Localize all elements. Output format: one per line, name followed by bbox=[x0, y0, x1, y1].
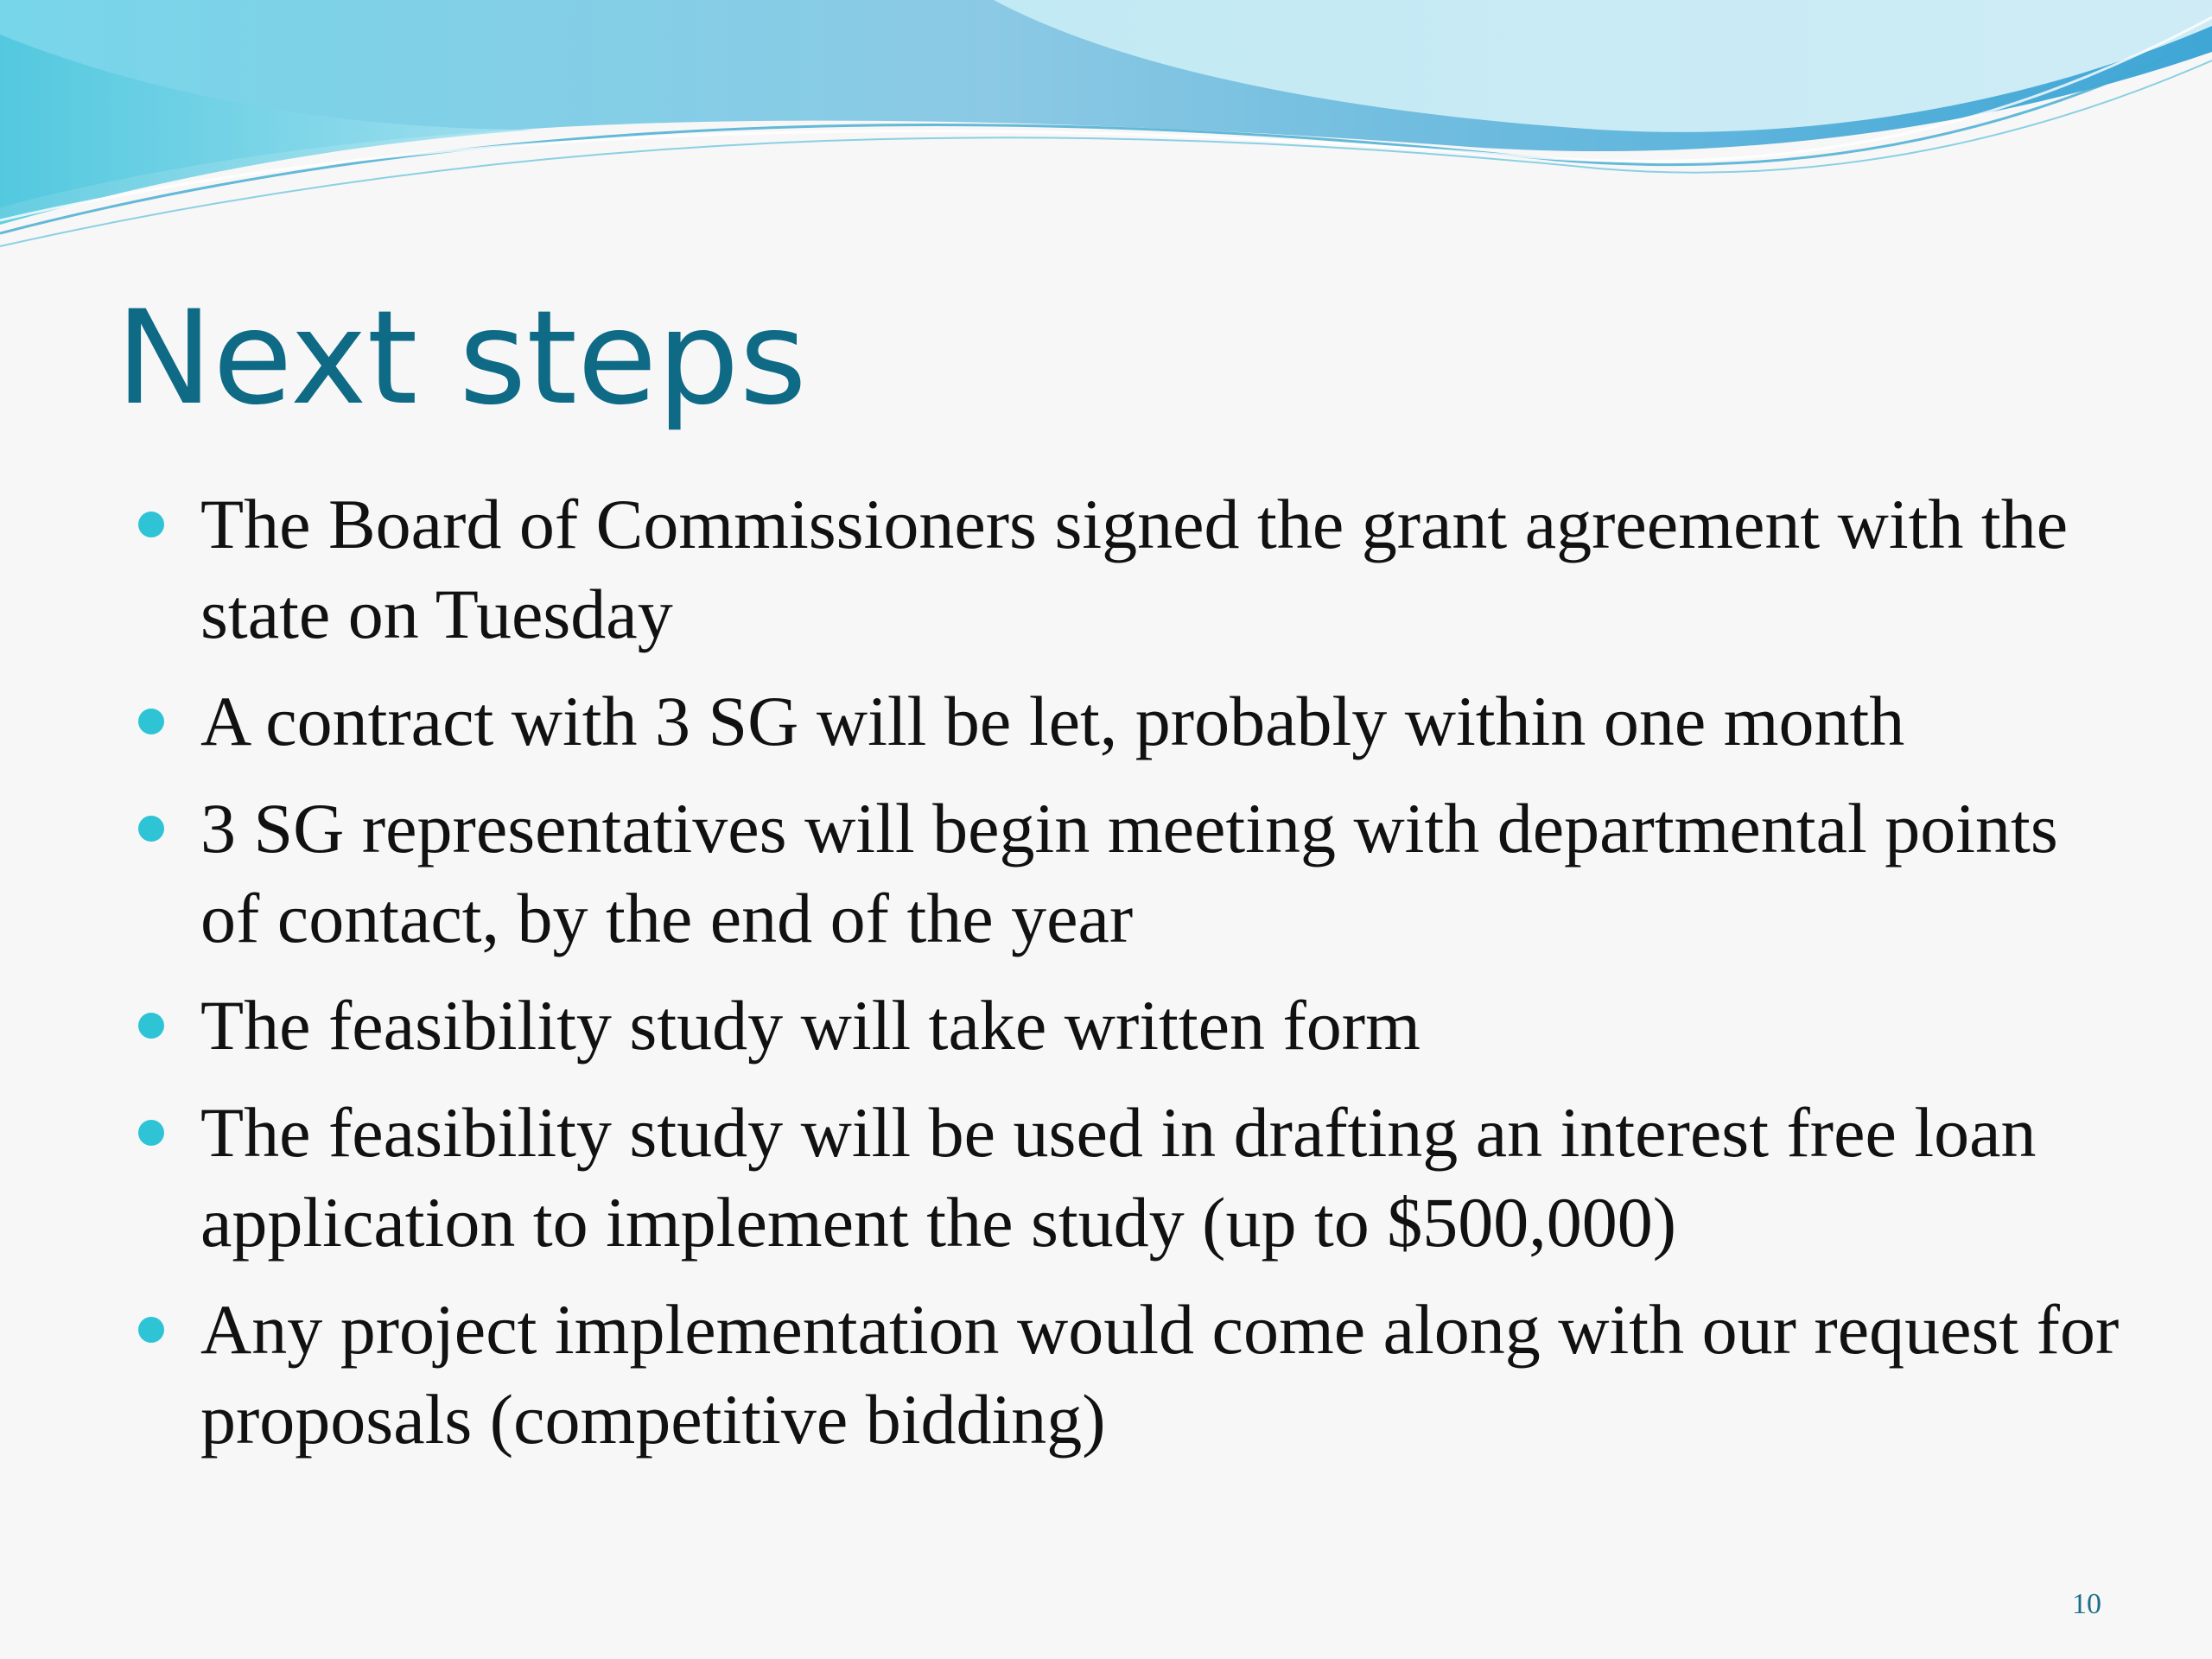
bullet-text: The feasibility study will be used in drafting an interest free loan application to implement the study (up to $500,000) bbox=[200, 1093, 2037, 1262]
bullet-item bbox=[138, 1088, 2126, 1268]
bullet-dot-icon bbox=[138, 709, 164, 734]
bullet-text: The feasibility study will take written form bbox=[200, 986, 1421, 1065]
bullet-text: The Board of Commissioners signed the grant agreement with the state on Tuesday bbox=[200, 485, 2069, 653]
header-wave-decoration bbox=[0, 0, 2212, 259]
bullet-dot-icon bbox=[138, 1120, 164, 1146]
bullet-item bbox=[138, 1285, 2126, 1465]
bullet-item bbox=[138, 784, 2126, 963]
bullet-item bbox=[138, 981, 2126, 1071]
bullet-text: 3 SG representatives will begin meeting with departmental points of contact, by the end of the year bbox=[200, 789, 2058, 957]
bullet-dot-icon bbox=[138, 512, 164, 537]
bullet-list bbox=[138, 480, 2126, 1482]
bullet-dot-icon bbox=[138, 1013, 164, 1039]
bullet-item bbox=[138, 677, 2126, 766]
bullet-text: A contract with 3 SG will be let, probably within one month bbox=[200, 682, 1905, 760]
bullet-text: Any project implementation would come along with our request for proposals (competitive bidding) bbox=[200, 1290, 2120, 1459]
bullet-dot-icon bbox=[138, 816, 164, 842]
slide-title: Next steps bbox=[116, 283, 807, 434]
bullet-item bbox=[138, 480, 2126, 659]
page-number: 10 bbox=[2072, 1588, 2101, 1620]
bullet-dot-icon bbox=[138, 1317, 164, 1343]
